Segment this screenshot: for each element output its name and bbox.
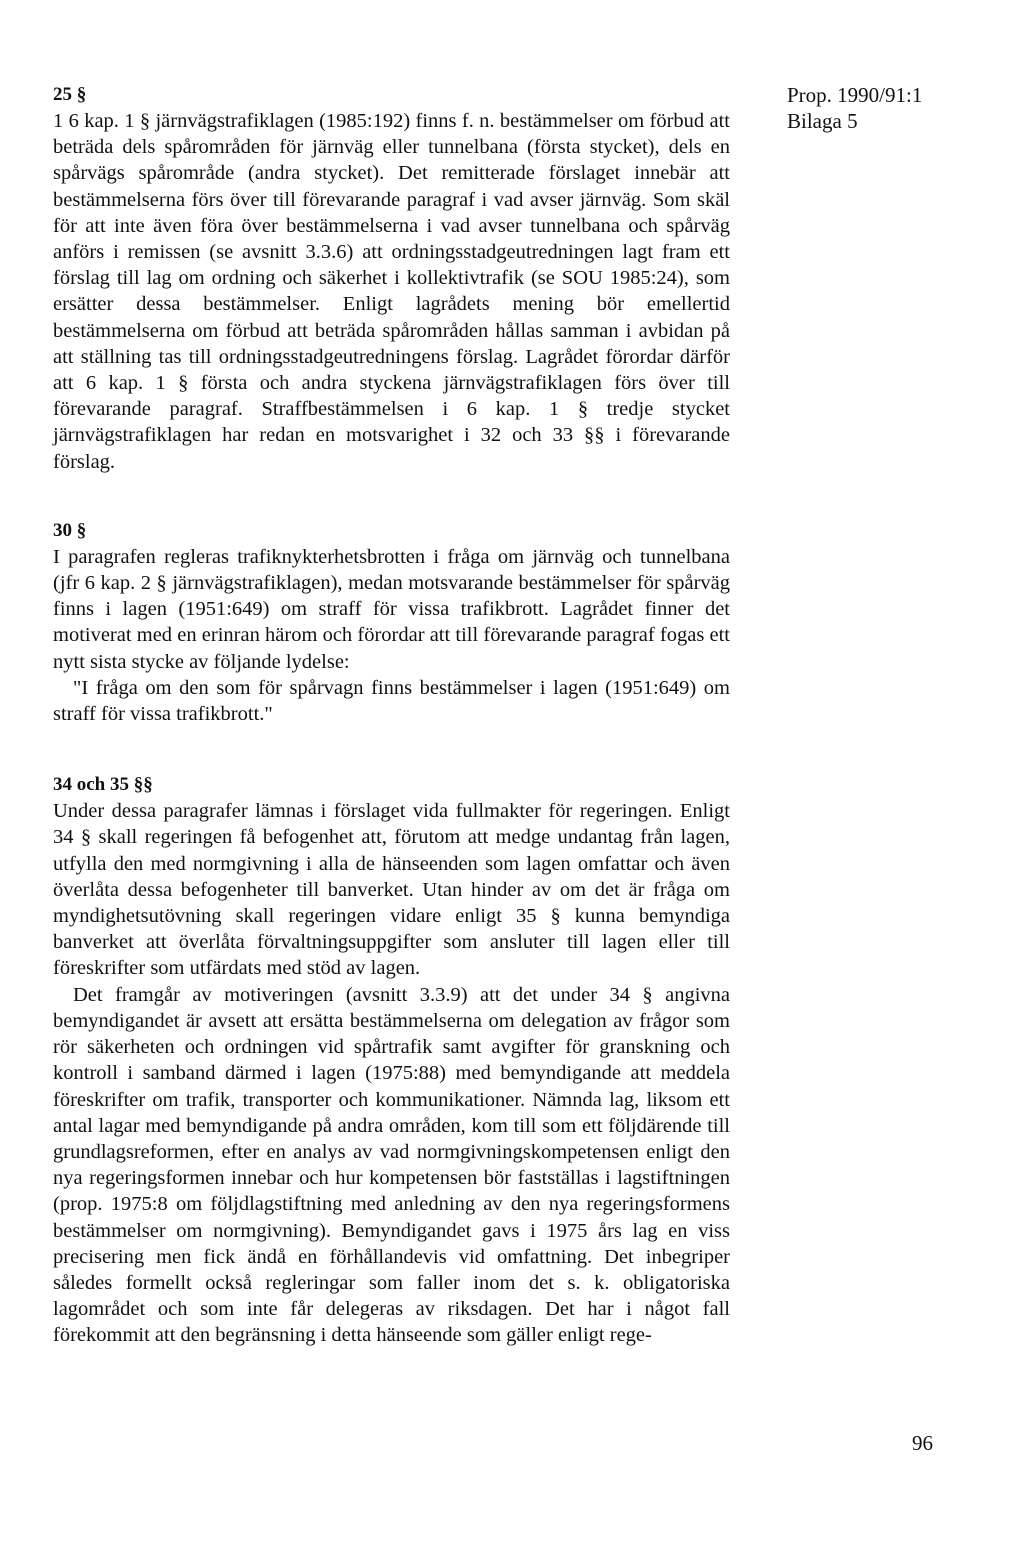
section-heading: 25 § (53, 84, 87, 105)
section-paragraph: I paragrafen regleras trafiknykterhetsbrotten i fråga om järnväg och tunnelbana (jfr 6 kap. 2 § järnvägstrafiklagen), medan motsvarande bestämmelser för spårväg finns i lagen (1951:649) om straff för vissa trafikbrott. Lagrådet finner det motiverat med en erinran härom och förordar att till förevarande paragraf fogas ett nytt sista stycke av följande lydelse: (53, 545, 730, 673)
section-25 (53, 82, 730, 475)
section-spacer (53, 727, 730, 772)
section-paragraph: 1 6 kap. 1 § järnvägstrafiklagen (1985:192) finns f. n. bestämmelser om förbud att beträda dels spårområden för järnväg eller tunnelbana (första stycket), dels en spårvägs spårområde (andra stycket). Det remitterade förslaget innebär att bestämmelserna förs över till förevarande paragraf i vad avser järnväg. Som skäl för att inte även föra över bestämmelserna i vad avser tunnelbana och spårväg anförs i remissen (se avsnitt 3.3.6) att ordningsstadgeutredningen lagt fram ett förslag till lag om ordning och säkerhet i kollektivtrafik (se SOU 1985:24), som ersätter dessa bestämmelser. Enligt lagrådets mening bör emellertid bestämmelserna om förbud att beträda spårområden hållas samman i avbidan på att ställning tas till ordningsstadgeutredningens förslag. Lagrådet förordar därför att 6 kap. 1 § första och andra styckena järnvägstrafiklagen förs över till förevarande paragraf. Straffbestämmelsen i 6 kap. 1 § tredje stycket järnvägstrafiklagen har redan en motsvarighet i 32 och 33 §§ i förevarande förslag. (53, 110, 730, 473)
section-paragraph: Under dessa paragrafer lämnas i förslaget vida fullmakter för regeringen. Enligt 34 § skall regeringen få befogenhet att, förutom att medge undantag från lagen, utfylla den med normgivning i alla de hänseenden som lagen omfattar och även överlåta dessa befogenheter till banverket. Utan hinder av om det är fråga om myndighetsutövning skall regeringen vidare enligt 35 § kunna bemyndiga banverket att överlåta förvaltningsuppgifter som ansluter till lagen eller till föreskrifter som utfärdats med stöd av lagen. (53, 800, 730, 980)
section-30 (53, 518, 730, 727)
section-heading: 30 § (53, 519, 87, 541)
document-body (53, 82, 730, 1349)
section-paragraph: Det framgår av motiveringen (avsnitt 3.3.9) att det under 34 § angivna bemyndigandet är avsett att ersätta bestämmelserna om delegation av frågor som rör säkerheten och ordningen vid spårtrafik samt avgifter för granskning och kontroll i samband därmed i lagen (1975:88) med bemyndigande att meddela föreskrifter om trafik, transporter och kommunikationer. Nämnda lag, liksom ett antal lagar med bemyndigande på andra områden, kom till som ett följdärende till grundlagsreformen, efter en analys av vad normgivningskompetensen enligt den nya regeringsformen innebar och hur kompetensen bör fastställas i lagstiftningen (prop. 1975:8 om följdlagstiftning med anledning av den nya regeringsformens bestämmelser om normgivning). Bemyndigandet gavs i 1975 års lag en viss precisering men fick ändå en förhållandevis vid omfattning. Det inbegriper således formellt också regleringar som faller inom det s. k. obligatoriska lagområdet och som inte får delegeras av riksdagen. Det har i något fall förekommit att den begränsning i detta hänseende som gäller enligt rege- (53, 983, 730, 1347)
section-heading: 34 och 35 §§ (53, 774, 153, 796)
bilaga-label: Bilaga 5 (787, 109, 858, 133)
quoted-paragraph: "I fråga om den som för spårvagn finns bestämmelser i lagen (1951:649) om straff för vissa trafikbrott." (53, 676, 730, 726)
margin-header (787, 82, 987, 134)
page-number: 96 (912, 1431, 933, 1455)
prop-reference: Prop. 1990/91:1 (787, 83, 923, 107)
section-34-35 (53, 772, 730, 1348)
section-spacer (53, 475, 730, 518)
